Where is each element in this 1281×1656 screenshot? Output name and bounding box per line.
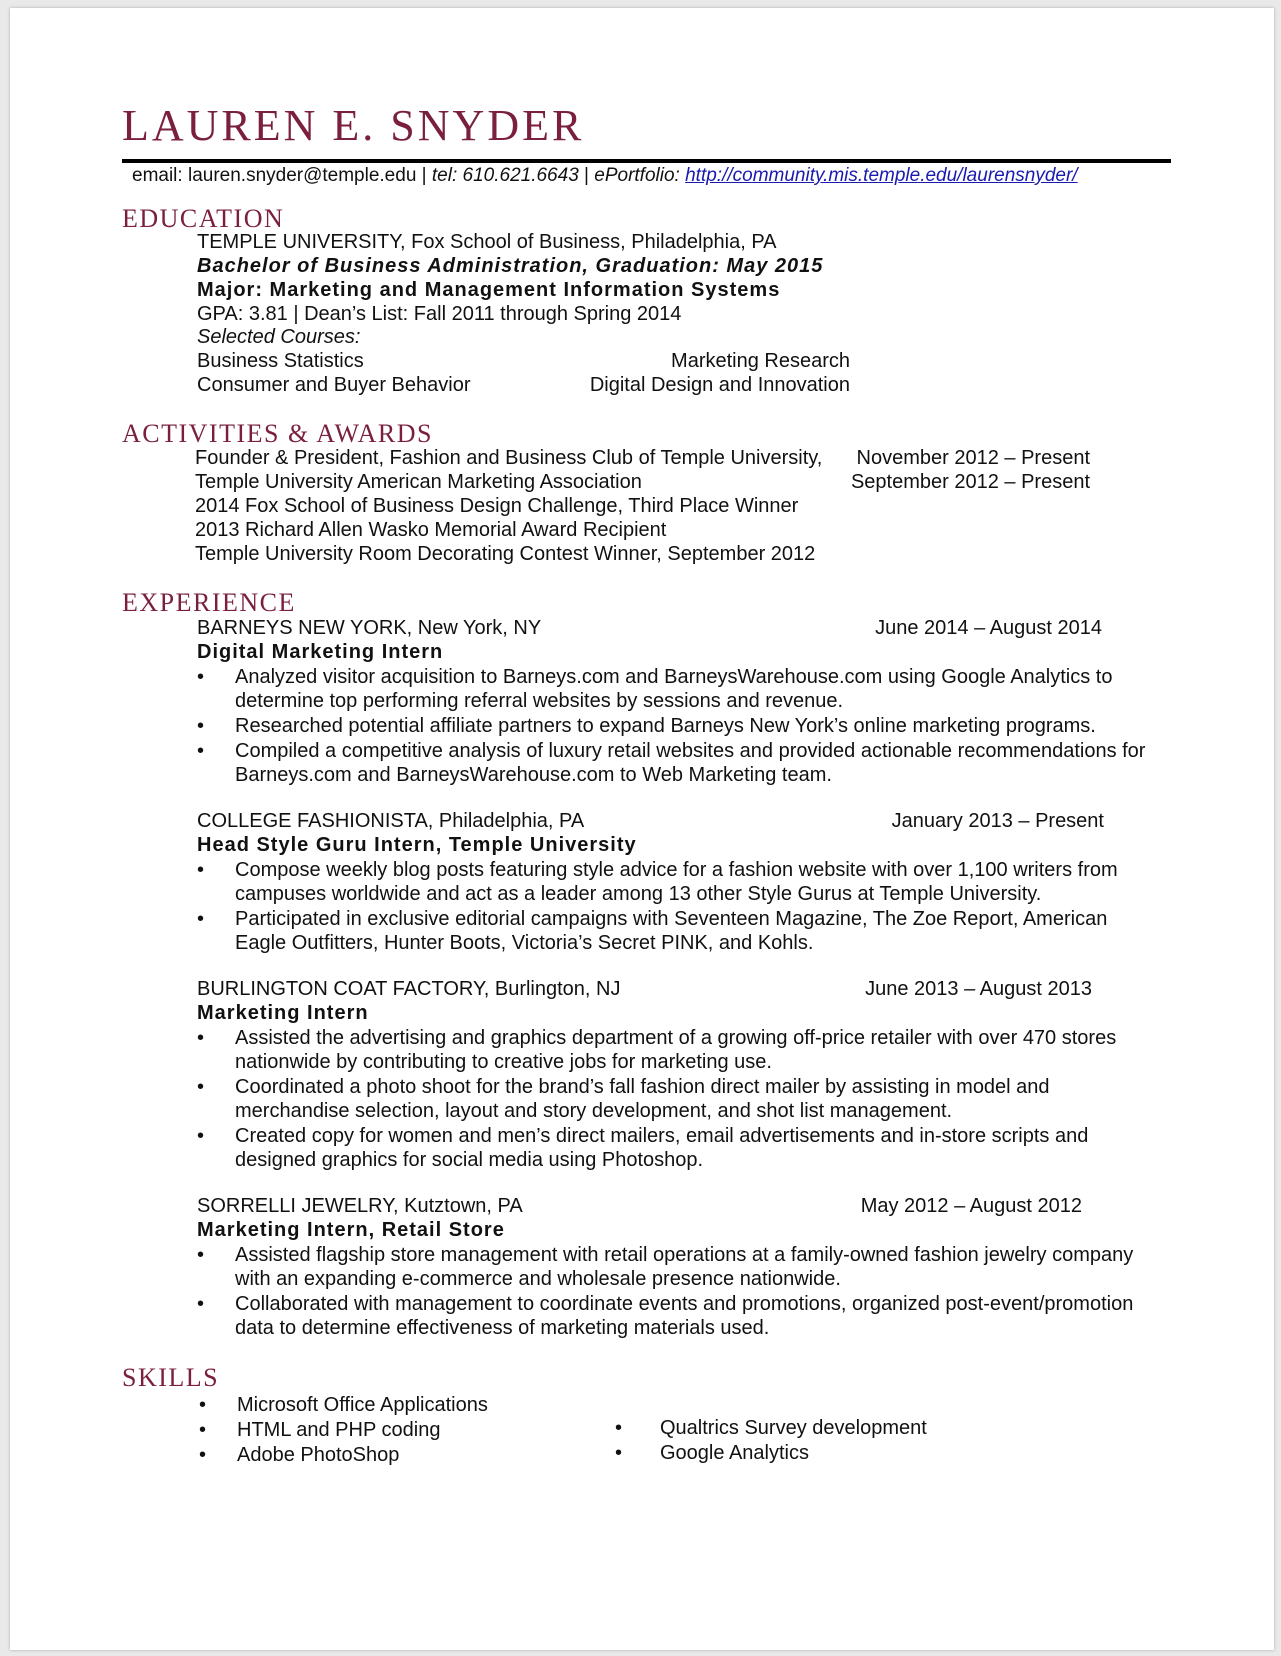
email-label: email: [132, 165, 183, 186]
job-title: Marketing Intern, Retail Store [197, 1219, 505, 1241]
email-value: lauren.snyder@temple.edu [187, 165, 417, 186]
education-school: TEMPLE UNIVERSITY, Fox School of Business, Philadelphia, PA [197, 231, 777, 253]
job-company: SORRELLI JEWELRY, Kutztown, PA [197, 1195, 523, 1217]
candidate-name: LAUREN E. SNYDER [122, 101, 585, 150]
job-dates: May 2012 – August 2012 [860, 1195, 1082, 1217]
education-degree: Bachelor of Business Administration, Graduation: May 2015 [197, 255, 824, 277]
education-gpa: GPA: 3.81 | Dean’s List: Fall 2011 through Spring 2014 [197, 303, 682, 325]
contact-separator: | [421, 165, 427, 186]
activity-item: 2013 Richard Allen Wasko Memorial Award Recipient [195, 519, 667, 541]
activity-item: 2014 Fox School of Business Design Challenge, Third Place Winner [195, 495, 799, 517]
course-item: Marketing Research [671, 350, 850, 372]
activity-item: Temple University Room Decorating Contest Winner, September 2012 [195, 543, 816, 565]
education-major: Major: Marketing and Management Information Systems [197, 279, 781, 301]
section-heading-skills: SKILLS [122, 1363, 220, 1392]
section-heading-experience: EXPERIENCE [122, 588, 296, 617]
job-title: Digital Marketing Intern [197, 641, 444, 663]
courses-label: Selected Courses: [197, 326, 361, 348]
job-dates: January 2013 – Present [891, 810, 1104, 832]
activity-item: Temple University American Marketing Association [195, 471, 642, 493]
header-divider [122, 159, 1171, 163]
portfolio-link[interactable]: http://community.mis.temple.edu/laurensnyder/ [685, 165, 1078, 186]
contact-separator: | [584, 165, 589, 186]
job-dates: June 2014 – August 2014 [875, 617, 1102, 639]
activity-item: Founder & President, Fashion and Business Club of Temple University, [195, 447, 823, 469]
tel-value: 610.621.6643 [462, 165, 579, 186]
resume-page: LAUREN E. SNYDER email: lauren.snyder@temple.edu | tel: 610.621.6643 | ePortfolio: http://community.mis.temple.edu/laurensnyder/ EDUCATION TEMPLE UNIVERSITY, Fox School of Business, Philadelphia, PA Bachelor of Business Administration, Graduation: May 2015 Major: Marketing and Management Information Systems GPA: 3.81 | Dean’s List: Fall 2011 through Spring 2014 Selected Courses: Business Statistics Marketing Research Consumer and Buyer Behavior Digital Design and Innovation ACTIVITIES & AWARDS Founder & President, Fashion and Business Club of Temple University, November 2012 – Present Temple University American Marketing Association September 2012 – Present 2014 Fox School of Business Design Challenge, Third Place Winner 2013 Richard Allen Wasko Memorial Award Recipient Temple University Room Decorating Contest Winner, September 2012 EXPERIENCE BARNEYS NEW YORK, New York, NY June 2014 – August 2014 Digital Marketing Intern • Analyzed visitor acquisition to Barneys.com and BarneysWarehouse.com using Google Analytics to determine top performing referral websites by sessions and revenue. • Researched potential affiliate partners to expand Barneys New York’s online marketing programs. • Compiled a competitive analysis of luxury retail websites and provided actionable recommendations for Barneys.com and BarneysWarehouse.com to Web Marketing team. COLLEGE FASHIONISTA, Philadelphia, PA January 2013 – Present Head Style Guru Intern, Temple University • Compose weekly blog posts featuring style advice for a fashion website with over 1,100 writers from campuses worldwide and act as a leader among 13 other Style Gurus at Temple University. • Participated in exclusive editorial campaigns with Seventeen Magazine, The Zoe Report, American Eagle Outfitters, Hunter Boots, Victoria’s Secret PINK, and Kohls. BURLINGTON COAT FACTORY, Burlington, NJ June 2013 – August 2013 Marketing Intern • Assisted the advertising and graphics department of a growing off-price retailer with over 470 stores nationwide by contributing to creative jobs for marketing use. • Coordinated a photo shoot for the brand’s fall fashion direct mailer by assisting in model and merchandise selection, layout and story development, and shot list management. • Created copy for women and men’s direct mailers, email advertisements and in-store scripts and designed graphics for social media using Photoshop. SORRELLI JEWELRY, Kutztown, PA May 2012 – August 2012 Marketing Intern, Retail Store • Assisted flagship store management with retail operations at a family-owned fashion jewelry company with an expanding e-commerce and wholesale presence nationwide. • Collaborated with management to coordinate events and promotions, organized post-event/promotion data to determine effectiveness of marketing materials used. SKILLS • Microsoft Office Applications • HTML and PHP coding • Adobe PhotoShop • Qualtrics Survey development • Google Analytics [10, 8, 1274, 1650]
activity-date: November 2012 – Present [856, 447, 1090, 469]
job-dates: June 2013 – August 2013 [865, 978, 1092, 1000]
job-company: COLLEGE FASHIONISTA, Philadelphia, PA [197, 810, 585, 832]
section-heading-activities: ACTIVITIES & AWARDS [122, 419, 433, 448]
course-item: Consumer and Buyer Behavior [197, 374, 471, 396]
job-title: Head Style Guru Intern, Temple University [197, 834, 637, 856]
contact-line [132, 165, 1078, 187]
course-item: Business Statistics [197, 350, 364, 372]
tel-label: tel: [431, 165, 458, 186]
course-item: Digital Design and Innovation [589, 374, 850, 396]
activity-date: September 2012 – Present [850, 471, 1090, 493]
job-title: Marketing Intern [197, 1002, 369, 1024]
job-company: BURLINGTON COAT FACTORY, Burlington, NJ [197, 978, 621, 1000]
section-heading-education: EDUCATION [122, 204, 285, 233]
job-company: BARNEYS NEW YORK, New York, NY [197, 617, 542, 639]
portfolio-label: ePortfolio: [594, 165, 680, 186]
